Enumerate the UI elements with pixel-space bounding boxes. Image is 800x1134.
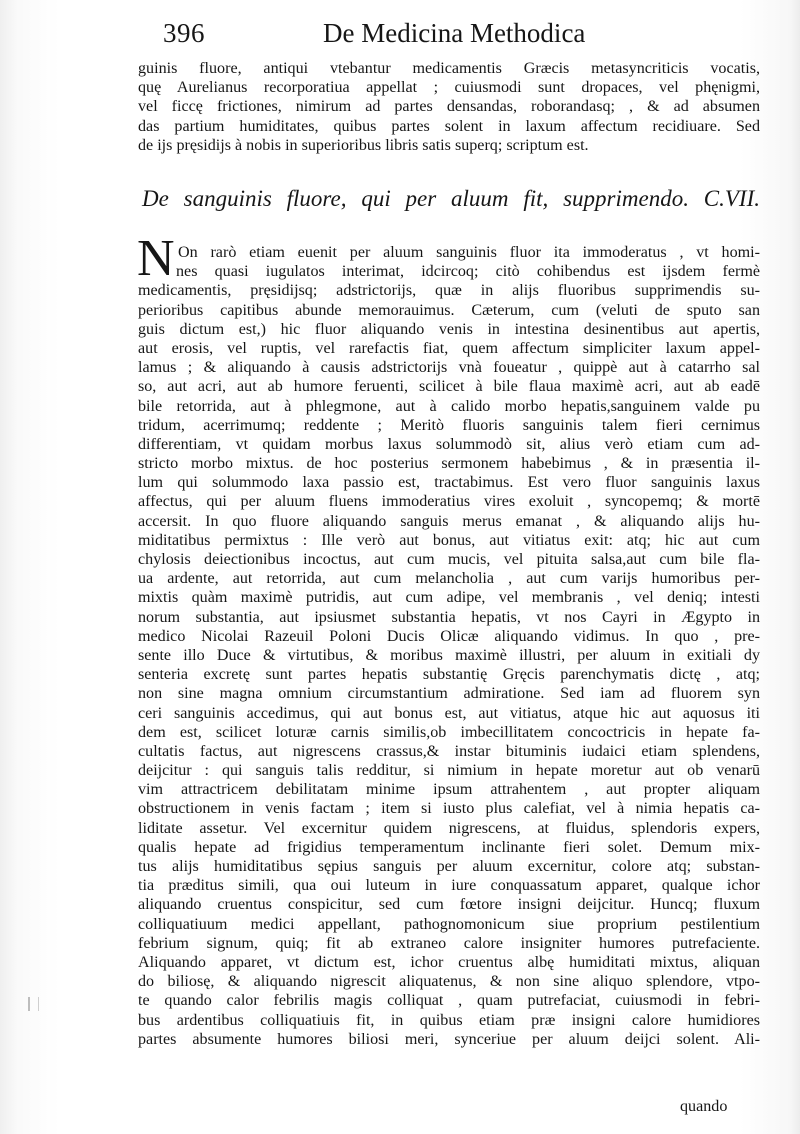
text-line: ua ardente, aut retorrida, aut cum melancholia , aut cum varijs humoribus per- <box>138 570 760 588</box>
text-line: te quando calor febrilis magis colliquat , quam putrefaciat, cuiusmodi in febri- <box>138 992 760 1010</box>
text-line: bus ardentibus colliquatiuis fit, in quibus etiam præ insigni calore humidiores <box>138 1011 760 1029</box>
text-line: vim attractricem debilitatam minime ipsum attrahentem , aut propter aliquam <box>138 781 760 799</box>
chapter-title: De sanguinis fluore, qui per aluum fit, supprimendo. <box>142 186 689 211</box>
text-line: obstructionem in venis factam ; item si iusto plus calefiat, vel à nimia hepatis ca- <box>138 800 760 818</box>
running-title: De Medicina Methodica <box>323 18 586 48</box>
text-line: perioribus capitibus abunde memorauimus. Cæterum, cum (veluti de sputo san <box>138 301 760 319</box>
text-line: differentiam, vt quidam morbus laxus solummodò sit, alius verò etiam cum ad- <box>138 435 760 453</box>
text-line: On rarò etiam euenit per aluum sanguinis fluor ita immoderatus , vt homi- <box>178 244 760 261</box>
text-line: colliquatiuum medici appellant, pathognomonicum siue proprium pestilentium <box>138 915 760 933</box>
text-line: qualis hepate ad frigidius temperamentum inclinante fieri solet. Demum mix- <box>138 838 760 856</box>
text-line: aliquando cruentus conspicitur, sed cum fœtore insigni deijcitur. Huncq; fluxum <box>138 896 760 914</box>
text-line: chylosis deiectionibus incoctus, aut cum mucis, vel pituita salsa,aut cum bile fla- <box>138 551 760 568</box>
drop-cap: N <box>137 230 175 287</box>
text-line: deijcitur : qui sanguis talis redditur, si nimium in hepate moretur aut ob venarū <box>138 762 760 780</box>
text-line: so, aut acri, aut ab humore feruenti, scilicet à bile flaua maximè acri, aut ab eadē <box>138 378 760 396</box>
text-line: senteria excretę sunt partes hepatis substantię Gręcis parenchymatis dictę , atq; <box>138 666 760 684</box>
text-line: aut erosis, vel ruptis, vel rarefactis fiat, quem affectum simpliciter laxum appel- <box>138 339 760 357</box>
text-line: accersit. In quo fluore aliquando sanguis merus emanat , & aliquando alijs hu- <box>138 512 760 530</box>
text-line: guis dictum est,) hic fluor aliquando venis in intestina desinentibus aut apertis, <box>138 320 760 338</box>
chapter-body <box>138 243 760 1049</box>
text-line: medicamentis, pręsidijsq; adstrictorijs, quæ in alijs fluoribus supprimendis su- <box>138 282 760 300</box>
text-line: medico Nicolai Razeuil Poloni Ducis Olicæ aliquando vidimus. In quo , pre- <box>138 627 760 645</box>
text-line: ceri sanguinis accedimus, qui aut bonus est, aut vitiatus, atque hic aut aquosus iti <box>138 704 760 722</box>
text-line: lum qui solummodo laxa passio est, tractabimus. Est vero fluor sanguinis laxus <box>138 474 760 492</box>
text-line: quę Aurelianus recorporatiua appellat ; cuiusmodi sunt dropaces, vel phęnigmi, <box>138 79 760 97</box>
catchword: quando <box>680 1098 728 1115</box>
text-line: lamus ; & aliquando à causis adstrictorijs vnà foueatur , quippè aut à catarrho sal <box>138 359 760 377</box>
text-line: nes quasi iugulatos interimat, idcircoq; citò cohibendus est ijsdem fermè <box>176 263 760 281</box>
page-number: 396 <box>163 18 205 48</box>
text-line: non sine magna omnium circumstantium admiratione. Sed iam ad fluorem syn <box>138 685 760 703</box>
text-line: bile retorrida, aut à phlegmone, aut à calido morbo hepatis,sanguinem valde pu <box>138 397 760 415</box>
text-line: liditate assetur. Vel excernitur quidem nigrescens, at fluidus, splendoris expers, <box>138 819 760 837</box>
text-line: de ijs pręsidijs à nobis in superioribus libris satis superq; scriptum est. <box>138 136 589 154</box>
text-line: febrium signum, quiq; fit ab extraneo calore insigniter humores putrefaciente. <box>138 934 760 952</box>
text-line: mixtis quàm maximè putridis, aut cum adipe, vel membranis , vel deniq; intesti <box>138 589 760 607</box>
margin-mark <box>28 997 39 1011</box>
page-header <box>163 14 613 54</box>
text-line: Aliquando apparet, vt dictum est, ichor cruentus albę humiditati mixtus, aliquan <box>138 953 760 971</box>
text-line: tia præditus simili, qua oui luteum in iure conquassatum apparet, qualque ichor <box>138 877 760 895</box>
text-line: norum substantia, aut ipsiusmet substantia hepatis, vt nos Cayri in Ægypto in <box>138 608 760 626</box>
text-line: cultatis factus, aut nigrescens crassus,& instar bituminis iudaici etiam splendens, <box>138 742 760 760</box>
chapter-heading <box>142 186 760 212</box>
text-line: do biliosę, & aliquando nigrescit aliquatenus, & non sine aliquo splendore, vtpo- <box>138 973 760 991</box>
chapter-number: C.VII. <box>703 186 760 211</box>
text-line: tus alijs humiditatibus sępius sanguis per aluum excernitur, colore atq; substan- <box>138 858 760 875</box>
text-line: affectus, qui per aluum fluens immoderatius vires exoluit , syncopemq; & mortē <box>138 493 760 511</box>
text-line: vel ficcę frictiones, nimirum ad partes densandas, roborandasq; , & ad absumen <box>138 98 760 116</box>
text-line: stricto morbo mixtus. de hoc posterius sermonem habebimus , & in præsentia il- <box>138 455 760 473</box>
text-line: guinis fluore, antiqui vtebantur medicamentis Græcis metasyncriticis vocatis, <box>138 60 760 77</box>
text-line: miditatibus permixtus : Ille verò aut bonus, aut vitiatus exit: atq; hic aut cum <box>138 531 760 549</box>
text-line: tridum, acerrimumq; reddente ; Meritò fluoris sanguinis talem fieri cernimus <box>138 416 760 434</box>
text-line: sente illo Duce & virtutibus, & moribus maximè illustri, per aluum in exitiali dy <box>138 646 760 664</box>
text-line: dem est, scilicet loturæ carnis similis,ob imbecillitatem concoctricis in hepate fa- <box>138 723 760 741</box>
text-line: partes absumente humores biliosi meri, synceriue per aluum deijci solent. Ali- <box>138 1030 760 1048</box>
intro-paragraph <box>138 59 760 155</box>
text-line: das partium humiditates, quibus partes solent in laxum affectum recidiuare. Sed <box>138 117 760 135</box>
